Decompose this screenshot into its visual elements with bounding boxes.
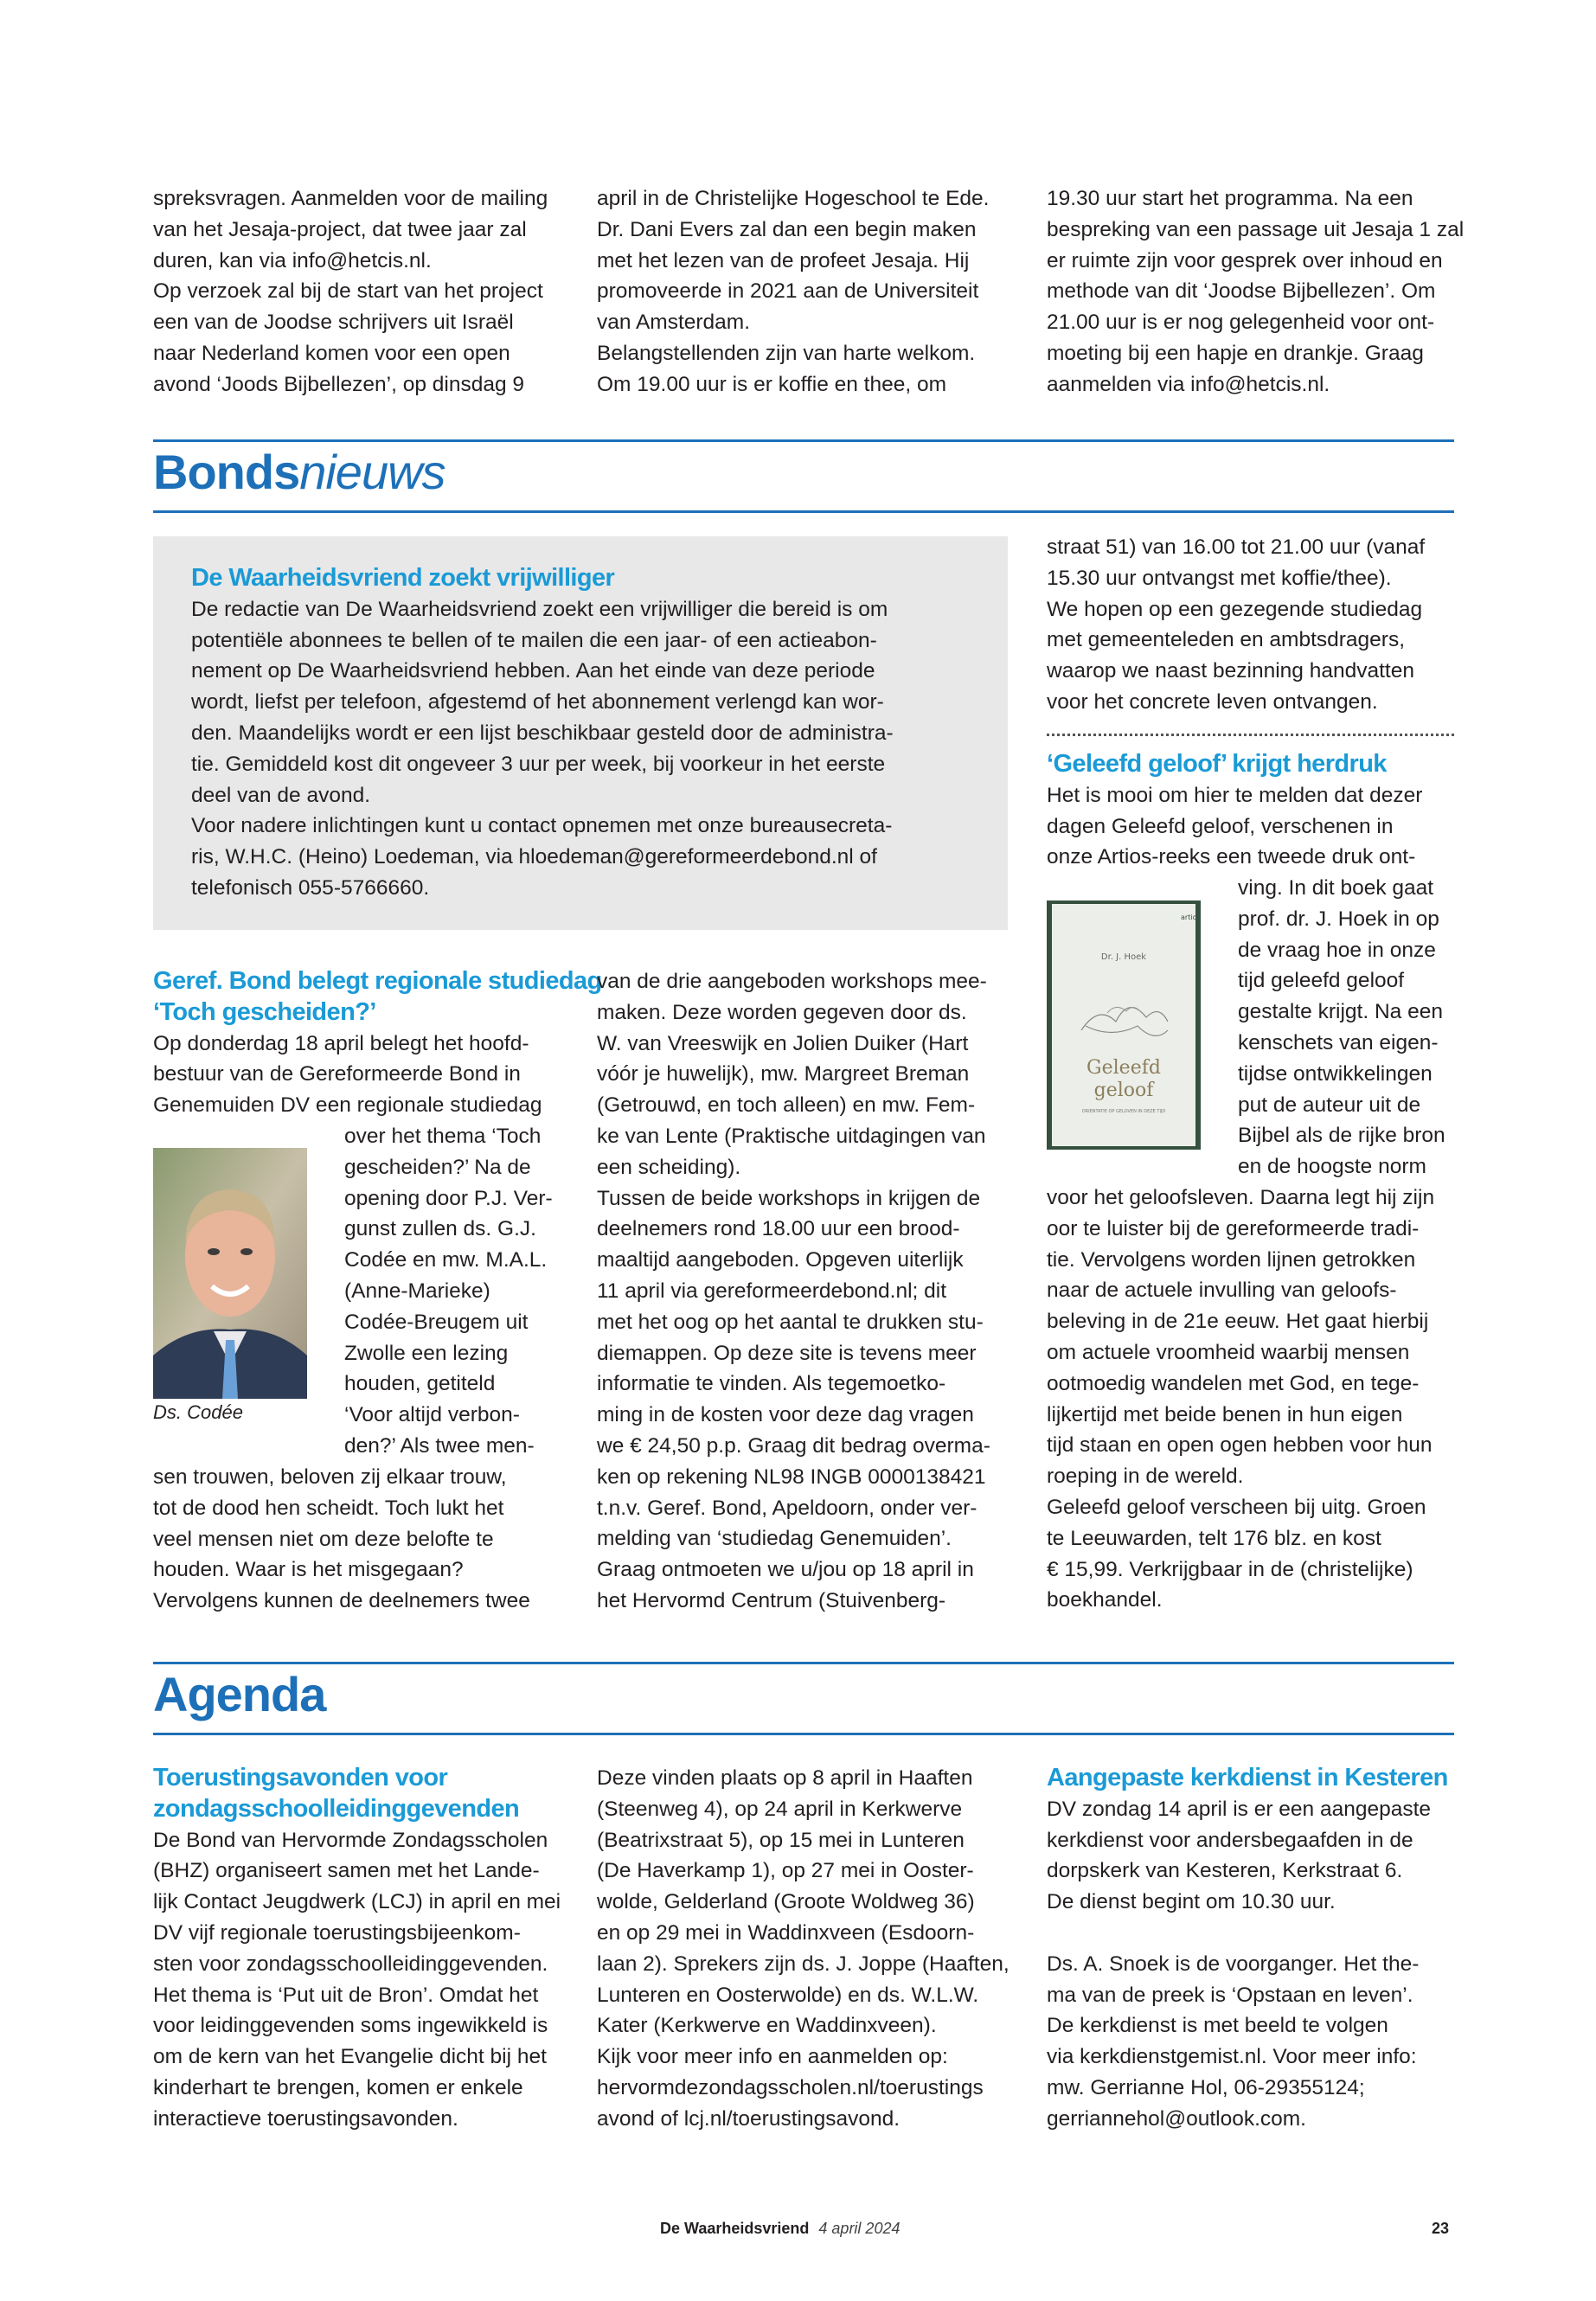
text-line: den. Maandelijks wordt er een lijst beschikbaar gesteld door de administra-	[191, 721, 894, 745]
studiedag-continued	[153, 1462, 560, 1617]
text-line: Graag ontmoeten we u/jou op 18 april in	[597, 1558, 974, 1582]
text-line: de vraag hoe in onze	[1238, 938, 1436, 962]
text-line: met het lezen van de profeet Jesaja. Hij	[597, 248, 970, 272]
text-line: Op donderdag 18 april belegt het hoofd-	[153, 1031, 529, 1055]
volunteer-heading: De Waarheidsvriend zoekt vrijwilliger	[191, 564, 615, 592]
text-line: 11 april via gereformeerdebond.nl; dit	[597, 1279, 947, 1303]
footer-date: 4 april 2024	[818, 2220, 901, 2237]
text-line: De Bond van Hervormde Zondagsscholen	[153, 1828, 548, 1852]
text-line: methode van dit ‘Joodse Bijbellezen’. Om	[1047, 279, 1436, 304]
toerusting-body	[153, 1825, 560, 2135]
text-line: gestalte krijgt. Na een	[1238, 1000, 1443, 1024]
kerkdienst-heading: Aangepaste kerkdienst in Kesteren	[1047, 1764, 1448, 1791]
text-line: voor leidinggevenden soms ingewikkeld is	[153, 2014, 548, 2038]
text-line: Kijk voor meer info en aanmelden op:	[597, 2045, 948, 2069]
text-line: van het Jesaja-project, dat twee jaar zal	[153, 217, 527, 241]
text-line: laan 2). Sprekers zijn ds. J. Joppe (Haaften,	[597, 1952, 1010, 1976]
dotted-divider	[1047, 734, 1454, 736]
text-line: DV zondag 14 april is er een aangepaste	[1047, 1797, 1432, 1821]
herdruk-beside-book	[1238, 873, 1463, 1183]
text-line: Zwolle een lezing	[344, 1341, 509, 1365]
text-line: Codée-Breugem uit	[344, 1310, 529, 1334]
text-line: roeping in de wereld.	[1047, 1465, 1244, 1489]
text-line: een scheiding).	[597, 1155, 741, 1179]
herdruk-heading: ‘Geleefd geloof’ krijgt herdruk	[1047, 750, 1387, 778]
text-line: Het thema is ‘Put uit de Bron’. Omdat het	[153, 1983, 539, 2007]
text-line: put de auteur uit de	[1238, 1093, 1421, 1117]
book-cover	[1047, 901, 1201, 1150]
text-line: (Getrouwd, en toch alleen) en mw. Fem-	[597, 1093, 976, 1118]
book-author: Dr. J. Hoek	[1100, 952, 1147, 962]
text-line: Deze vinden plaats op 8 april in Haaften	[597, 1766, 973, 1790]
book-cover-art	[1047, 901, 1201, 1150]
text-line: om actuele vroomheid waarbij mensen	[1047, 1340, 1410, 1364]
text-line: te Leeuwarden, telt 176 blz. en kost	[1047, 1526, 1381, 1550]
text-line: (Anne-Marieke)	[344, 1279, 490, 1303]
text-line: Het is mooi om hier te melden dat dezer	[1047, 783, 1423, 807]
volunteer-body	[191, 594, 987, 904]
portrait-image	[153, 1148, 307, 1399]
text-line: ‘Toch gescheiden?’	[153, 997, 376, 1026]
text-line: vóór je huwelijk), mw. Margreet Breman	[597, 1062, 970, 1086]
text-line: veel mensen niet om deze belofte te	[153, 1527, 494, 1551]
volunteer-box-content	[191, 563, 987, 904]
toerusting-column-1	[153, 1763, 560, 2135]
text-line: Bijbel als de rijke bron	[1238, 1124, 1445, 1148]
text-line: tot de dood hen scheidt. Toch lukt het	[153, 1496, 504, 1520]
text-line: telefonisch 055-5766660.	[191, 875, 430, 900]
text-line: tijd staan en open ogen hebben voor hun	[1047, 1433, 1433, 1458]
text-line: De redactie van De Waarheidsvriend zoekt een vrijwilliger die bereid is om	[191, 597, 888, 621]
text-line: Om 19.00 uur is er koffie en thee, om	[597, 372, 947, 396]
text-line: houden, getiteld	[344, 1372, 496, 1396]
text-line: Toerustingsavonden voor	[153, 1764, 448, 1791]
text-line: wolde, Gelderland (Groote Woldweg 36)	[597, 1890, 975, 1914]
studiedag-heading	[153, 966, 602, 1029]
text-line: ken op rekening NL98 INGB 0000138421	[597, 1465, 986, 1489]
text-line: boekhandel.	[1047, 1588, 1163, 1612]
text-line: we € 24,50 p.p. Graag dit bedrag overma-	[597, 1433, 990, 1458]
text-line: opening door P.J. Ver-	[344, 1186, 553, 1210]
text-line: € 15,99. Verkrijgbaar in de (christelijke)	[1047, 1557, 1413, 1581]
text-line: tie. Gemiddeld kost dit ongeveer 3 uur per week, bij voorkeur in het eerste	[191, 752, 886, 776]
text-line: om de kern van het Evangelie dicht bij het	[153, 2045, 547, 2069]
section-rule	[153, 1733, 1454, 1735]
studiedag-beside-photo	[344, 1121, 569, 1462]
text-line: voor het concrete leven ontvangen.	[1047, 689, 1378, 714]
text-line: De kerkdienst is met beeld te volgen	[1047, 2014, 1388, 2038]
text-line: tijd geleefd geloof	[1238, 969, 1405, 993]
studiedag-column-3	[1047, 532, 1453, 718]
text-line: melding van ‘studiedag Genemuiden’.	[597, 1527, 952, 1551]
toerusting-heading	[153, 1763, 560, 1825]
text-line: wordt, liefst per telefoon, afgestemd of het abonnement verlengd kan wor-	[191, 690, 884, 715]
text-line: deel van de avond.	[191, 783, 371, 807]
text-line: een van de Joodse schrijvers uit Israël	[153, 311, 514, 335]
text-line: ootmoedig wandelen met God, en tege-	[1047, 1371, 1420, 1395]
text-line: interactieve toerustingsavonden.	[153, 2106, 458, 2131]
herdruk-continued	[1047, 1183, 1453, 1616]
section-rule	[153, 439, 1454, 442]
text-line: spreksvragen. Aanmelden voor de mailing	[153, 187, 548, 210]
text-line: over het thema ‘Toch	[344, 1125, 542, 1148]
text-line: voor het geloofsleven. Daarna legt hij zijn	[1047, 1186, 1435, 1209]
intro-column-2	[597, 183, 1003, 401]
text-line: nement op De Waarheidsvriend hebben. Aan het einde van deze periode	[191, 659, 875, 683]
text-line: aanmelden via info@hetcis.nl.	[1047, 372, 1330, 396]
book-publisher-mark: artios	[1181, 913, 1201, 921]
text-line: Lunteren en Oosterwolde) en ds. W.L.W.	[597, 1983, 979, 2007]
text-line: dorpskerk van Kesteren, Kerkstraat 6.	[1047, 1859, 1403, 1883]
text-line: naar de actuele invulling van geloofs-	[1047, 1279, 1397, 1303]
footer	[660, 2220, 900, 2238]
text-line: sen trouwen, beloven zij elkaar trouw,	[153, 1465, 507, 1489]
text-line: gerriannehol@outlook.com.	[1047, 2106, 1306, 2131]
text-line: straat 51) van 16.00 tot 21.00 uur (vanaf	[1047, 535, 1426, 559]
text-line: bespreking van een passage uit Jesaja 1 zal	[1047, 217, 1465, 241]
text-line: DV vijf regionale toerustingsbijeenkom-	[153, 1920, 521, 1945]
section-title-italic: nieuws	[299, 445, 445, 499]
kerkdienst-article	[1047, 1763, 1453, 2135]
text-line: kinderhart te brengen, komen er enkele	[153, 2075, 523, 2099]
text-line: (BHZ) organiseert samen met het Lande-	[153, 1859, 540, 1883]
text-line: 19.30 uur start het programma. Na een	[1047, 187, 1413, 210]
section-rule	[153, 510, 1454, 513]
text-line: kenschets van eigen-	[1238, 1030, 1439, 1054]
text-line: ving. In dit boek gaat	[1238, 876, 1434, 900]
text-line: Voor nadere inlichtingen kunt u contact opnemen met onze bureausecreta-	[191, 814, 893, 838]
text-line: den?’ Als twee men-	[344, 1433, 535, 1458]
toerusting-column-2	[597, 1763, 1010, 2135]
text-line: oor te luister bij de gereformeerde tradi-	[1047, 1216, 1420, 1240]
portrait-photo	[153, 1148, 307, 1399]
kerkdienst-body-1	[1047, 1794, 1453, 1918]
studiedag-column-1	[153, 966, 602, 1121]
text-line: met gemeenteleden en ambtsdragers,	[1047, 628, 1406, 652]
text-line: ma van de preek is ‘Opstaan en leven’.	[1047, 1983, 1413, 2007]
text-line: sten voor zondagsschoolleidinggevenden.	[153, 1952, 548, 1976]
text-line: (Beatrixstraat 5), op 15 mei in Lunteren	[597, 1828, 965, 1852]
text-line: naar Nederland komen voor een open	[153, 341, 510, 365]
text-line: informatie te vinden. Als tegemoetko-	[597, 1372, 946, 1396]
text-line: t.n.v. Geref. Bond, Apeldoorn, onder ver-	[597, 1496, 977, 1520]
text-line: kerkdienst voor andersbegaafden in de	[1047, 1828, 1413, 1852]
section-rule	[153, 1662, 1454, 1664]
text-line: (De Haverkamp 1), op 27 mei in Ooster-	[597, 1859, 974, 1883]
section-title-bondsnieuws	[153, 445, 445, 500]
book-title-line-2: geloof	[1093, 1080, 1154, 1101]
text-line: We hopen op een gezegende studiedag	[1047, 597, 1423, 621]
text-line: het Hervormd Centrum (Stuivenberg-	[597, 1588, 946, 1612]
text-line: avond of lcj.nl/toerustingsavond.	[597, 2106, 901, 2131]
text-line: onze Artios-reeks een tweede druk ont-	[1047, 845, 1416, 869]
photo-caption: Ds. Codée	[153, 1401, 243, 1423]
herdruk-intro	[1047, 780, 1453, 873]
text-line: maken. Deze worden gegeven door ds.	[597, 1000, 967, 1024]
text-line: beleving in de 21e eeuw. Het gaat hierbij	[1047, 1310, 1429, 1334]
text-line: ming in de kosten voor deze dag vragen	[597, 1403, 974, 1427]
text-line: van Amsterdam.	[597, 311, 751, 335]
text-line: (Steenweg 4), op 24 april in Kerkwerve	[597, 1797, 963, 1821]
studiedag-intro	[153, 1029, 560, 1121]
text-line: avond ‘Joods Bijbellezen’, op dinsdag 9	[153, 372, 525, 396]
section-title-agenda: Agenda	[153, 1667, 326, 1721]
text-line: Op verzoek zal bij de start van het project	[153, 279, 543, 304]
studiedag-column-2	[597, 966, 1003, 1617]
text-line: prof. dr. J. Hoek in op	[1238, 907, 1439, 931]
kerkdienst-body-2	[1047, 1949, 1453, 2135]
text-line: dagen Geleefd geloof, verschenen in	[1047, 814, 1394, 838]
text-line: bestuur van de Gereformeerde Bond in	[153, 1062, 521, 1086]
book-subtitle: ORIENTATIE OP GELOVEN IN DEZE TIJD	[1081, 1109, 1166, 1114]
text-line: Tussen de beide workshops in krijgen de	[597, 1186, 981, 1210]
intro-column-1	[153, 183, 560, 401]
text-line: W. van Vreeswijk en Jolien Duiker (Hart	[597, 1031, 969, 1055]
text-line: 15.30 uur ontvangst met koffie/thee).	[1047, 566, 1392, 590]
text-line: ke van Lente (Praktische uitdagingen van	[597, 1124, 986, 1148]
text-line: tijdse ontwikkelingen	[1238, 1061, 1433, 1086]
text-line: maaltijd aangeboden. Opgeven uiterlijk	[597, 1248, 964, 1272]
text-line: gescheiden?’ Na de	[344, 1155, 531, 1179]
text-line: houden. Waar is het misgegaan?	[153, 1558, 464, 1582]
text-line: 21.00 uur is er nog gelegenheid voor ont-	[1047, 311, 1435, 335]
footer-publication: De Waarheidsvriend	[660, 2220, 810, 2237]
text-line: Vervolgens kunnen de deelnemers twee	[153, 1589, 530, 1613]
text-line: Geref. Bond belegt regionale studiedag	[153, 967, 602, 995]
text-line: Ds. A. Snoek is de voorganger. Het the-	[1047, 1952, 1420, 1976]
text-line: duren, kan via info@hetcis.nl.	[153, 248, 432, 272]
text-line: lijk Contact Jeugdwerk (LCJ) in april en mei	[153, 1890, 561, 1914]
text-line: Geleefd geloof verscheen bij uitg. Groen	[1047, 1495, 1426, 1519]
text-line: Dr. Dani Evers zal dan een begin maken	[597, 217, 977, 241]
text-line: en de hoogste norm	[1238, 1155, 1426, 1179]
text-line: met het oog op het aantal te drukken stu-	[597, 1310, 984, 1334]
text-line: zondagsschoolleidinggevenden	[153, 1794, 520, 1823]
text-line: ris, W.H.C. (Heino) Loedeman, via hloedeman@gereformeerdebond.nl of	[191, 845, 877, 869]
text-line: diemappen. Op deze site is tevens meer	[597, 1341, 977, 1365]
text-line: Kater (Kerkwerve en Waddinxveen).	[597, 2014, 937, 2038]
text-line: en op 29 mei in Waddinxveen (Esdoorn-	[597, 1920, 975, 1945]
text-line: er ruimte zijn voor gesprek over inhoud en	[1047, 248, 1443, 272]
text-line: promoveerde in 2021 aan de Universiteit	[597, 279, 979, 304]
text-line: potentiële abonnees te bellen of te mailen die een jaar- of een actieabon-	[191, 628, 877, 652]
text-line: moeting bij een hapje en drankje. Graag	[1047, 341, 1424, 365]
text-line: Genemuiden DV een regionale studiedag	[153, 1093, 542, 1118]
text-line: Belangstellenden zijn van harte welkom.	[597, 341, 976, 365]
herdruk-article	[1047, 749, 1453, 873]
text-line: april in de Christelijke Hogeschool te Ede.	[597, 187, 990, 210]
text-line: van de drie aangeboden workshops mee-	[597, 970, 987, 993]
text-line: De dienst begint om 10.30 uur.	[1047, 1890, 1336, 1914]
text-line: ‘Voor altijd verbon-	[344, 1403, 520, 1427]
text-line: Codée en mw. M.A.L.	[344, 1248, 548, 1272]
text-line: lijkertijd met beide benen in hun eigen	[1047, 1402, 1403, 1426]
book-title-line-1: Geleefd	[1086, 1057, 1161, 1079]
text-line: deelnemers rond 18.00 uur een brood-	[597, 1217, 960, 1241]
text-line: hervormdezondagsscholen.nl/toerustings	[597, 2075, 984, 2099]
text-line: via kerkdienstgemist.nl. Voor meer info:	[1047, 2045, 1417, 2069]
text-line: mw. Gerrianne Hol, 06-29355124;	[1047, 2075, 1365, 2099]
text-line: waarop we naast bezinning handvatten	[1047, 659, 1414, 683]
section-title-bold: Bonds	[153, 445, 300, 499]
text-line: tie. Vervolgens worden lijnen getrokken	[1047, 1247, 1416, 1272]
text-line: gunst zullen ds. G.J.	[344, 1217, 536, 1241]
page-number: 23	[1432, 2220, 1450, 2237]
intro-column-3	[1047, 183, 1465, 401]
